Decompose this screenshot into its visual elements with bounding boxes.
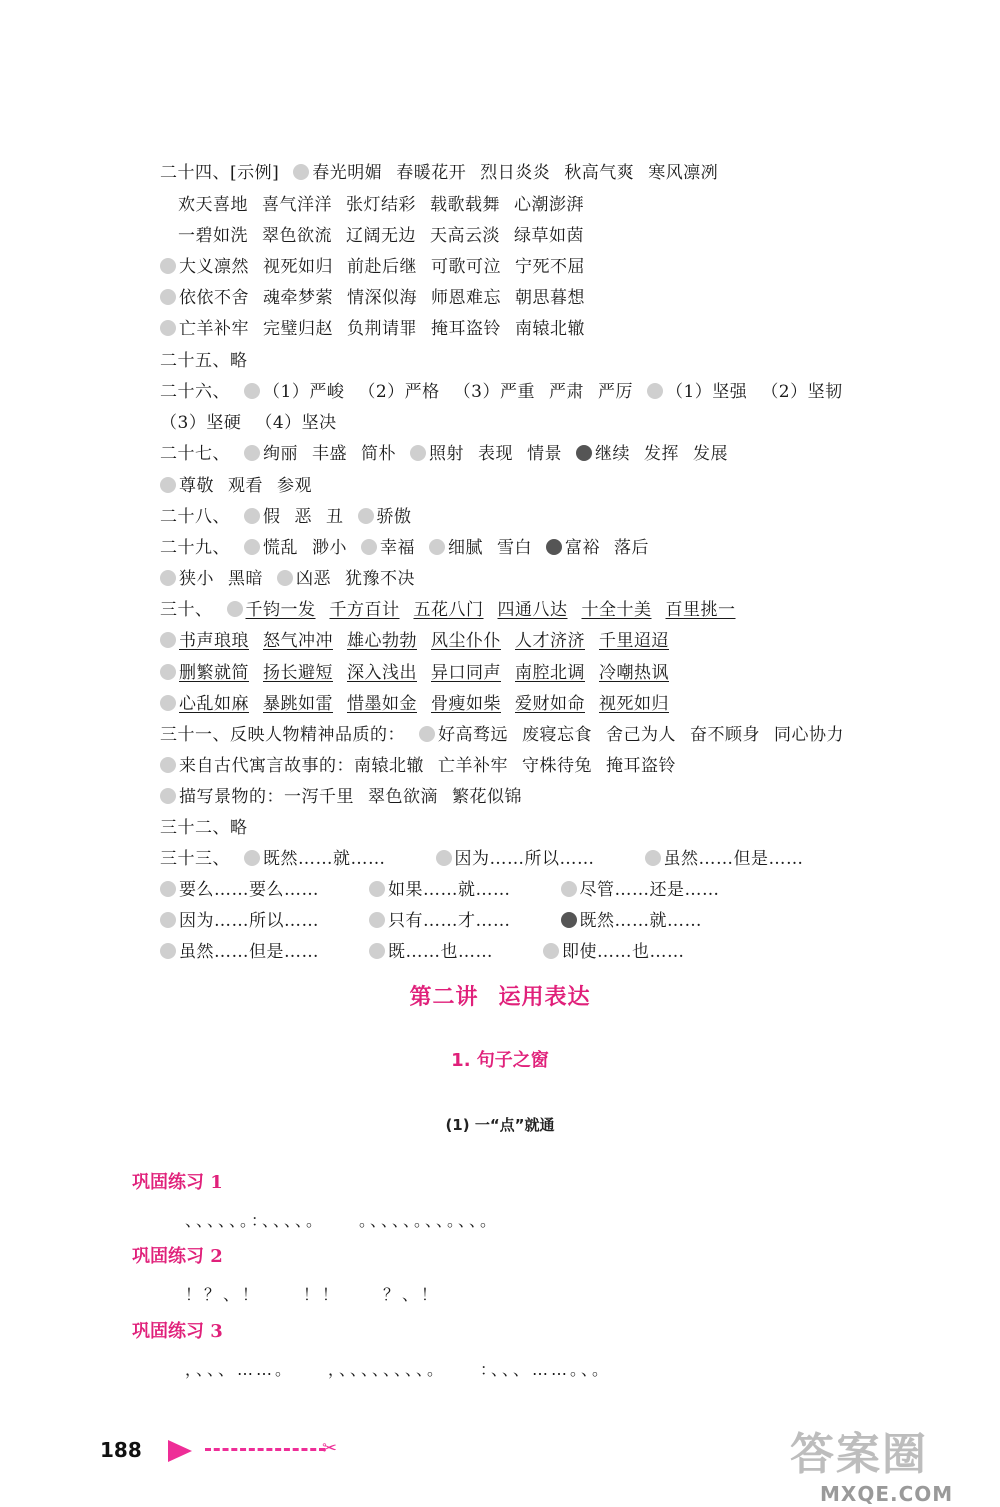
answer-line: 要么……要么…… 如果……就…… 尽管……还是…… — [160, 875, 734, 900]
circle-number-icon — [369, 912, 385, 928]
circle-number-icon — [160, 788, 176, 804]
circle-number-icon — [647, 383, 663, 399]
answer-line-27: 二十七、 绚丽 丰盛 简朴 照射 表现 情景 继续 发挥 发展 — [160, 444, 728, 464]
answer-line: 欢天喜地 喜气洋洋 张灯结彩 载歌载舞 心潮澎湃 — [178, 195, 584, 215]
answer-line: 描写景物的：一泻千里 翠色欲滴 繁花似锦 — [160, 782, 536, 807]
circle-number-icon — [277, 570, 293, 586]
watermark-logo: 答案圈 MXQE.COM — [790, 1429, 954, 1506]
circle-number-icon — [369, 943, 385, 959]
circle-number-icon — [160, 757, 176, 773]
circle-number-icon — [645, 850, 661, 866]
circle-number-icon — [576, 445, 592, 461]
circle-number-icon — [160, 664, 176, 680]
exercise-answer-3: ，、、、……。 ，、、、、、、、、。 ：、、、……。、。 — [185, 1360, 612, 1379]
circle-number-icon — [160, 632, 176, 648]
answer-line: 尊敬 观看 参观 — [160, 471, 326, 496]
circle-number-icon — [160, 258, 176, 274]
answer-line: 狭小 黑暗 凶恶 犹豫不决 — [160, 564, 429, 589]
exercise-title-1: 巩固练习 1 — [132, 1172, 223, 1193]
circle-number-icon — [419, 726, 435, 742]
circle-number-icon — [244, 445, 260, 461]
page-number: 188 — [100, 1438, 142, 1462]
circle-number-icon — [429, 539, 445, 555]
circle-number-icon — [543, 943, 559, 959]
exercise-answer-2: ！？、！ ！！ ？、！ — [185, 1285, 441, 1304]
answer-line-25: 二十五、略 — [160, 351, 248, 371]
subsubsection-title: (1) 一“点”就通 — [445, 1116, 555, 1134]
answer-line-24: 二十四、[示例] 春光明媚 春暖花开 烈日炎炎 秋高气爽 寒风凛冽 — [160, 163, 719, 183]
dashed-divider — [205, 1448, 325, 1451]
exercise-title-2: 巩固练习 2 — [132, 1246, 223, 1267]
answer-line: 依依不舍 魂牵梦萦 情深似海 师恩难忘 朝思暮想 — [160, 283, 599, 308]
answer-line: 因为……所以…… 只有……才…… 既然……就…… — [160, 906, 716, 931]
answer-line: 来自古代寓言故事的：南辕北辙 亡羊补牢 守株待兔 掩耳盗铃 — [160, 751, 690, 776]
subsection-title: 1. 句子之窗 — [451, 1050, 549, 1071]
circle-number-icon — [546, 539, 562, 555]
answer-line: （3）坚硬 （4）坚决 — [160, 413, 337, 433]
circle-number-icon — [436, 850, 452, 866]
answer-line: 一碧如洗 翠色欲流 辽阔无边 天高云淡 绿草如茵 — [178, 226, 584, 246]
answer-line-32: 三十二、略 — [160, 818, 248, 838]
exercise-title-3: 巩固练习 3 — [132, 1321, 223, 1342]
circle-number-icon — [244, 539, 260, 555]
circle-number-icon — [160, 320, 176, 336]
circle-number-icon — [561, 912, 577, 928]
scissors-icon: ✂ — [322, 1438, 338, 1459]
circle-number-icon — [244, 850, 260, 866]
circle-number-icon — [160, 912, 176, 928]
circle-number-icon — [361, 539, 377, 555]
answer-line: 删繁就简 扬长避短 深入浅出 异口同声 南腔北调 冷嘲热讽 — [160, 658, 683, 683]
circle-number-icon — [160, 289, 176, 305]
answer-line-26: 二十六、 （1）严峻 （2）严格 （3）严重 严肃 严厉 （1）坚强 （2）坚韧 — [160, 382, 843, 402]
circle-number-icon — [244, 508, 260, 524]
answer-line-29: 二十九、 慌乱 渺小 幸福 细腻 雪白 富裕 落后 — [160, 538, 649, 558]
circle-number-icon — [160, 695, 176, 711]
exercise-answer-1: 、、、、、。：、、、、。 。、、、、。、、。、、。 — [185, 1211, 500, 1230]
circle-number-icon — [160, 570, 176, 586]
circle-number-icon — [227, 601, 243, 617]
answer-line: 虽然……但是…… 既……也…… 即使……也…… — [160, 937, 699, 962]
circle-number-icon — [369, 881, 385, 897]
answer-line: 亡羊补牢 完璧归赵 负荆请罪 掩耳盗铃 南辕北辙 — [160, 314, 599, 339]
answer-line-30: 三十、 千钧一发 千方百计 五花八门 四通八达 十全十美 百里挑一 — [160, 600, 736, 620]
circle-number-icon — [160, 477, 176, 493]
circle-number-icon — [160, 881, 176, 897]
answer-line-28: 二十八、 假 恶 丑 骄傲 — [160, 507, 412, 527]
circle-number-icon — [410, 445, 426, 461]
answer-line: 大义凛然 视死如归 前赴后继 可歌可泣 宁死不屈 — [160, 252, 599, 277]
circle-number-icon — [293, 164, 309, 180]
section-title: 第二讲 运用表达 — [409, 984, 591, 1010]
answer-line: 书声琅琅 怒气冲冲 雄心勃勃 风尘仆仆 人才济济 千里迢迢 — [160, 626, 683, 651]
answer-line: 心乱如麻 暴跳如雷 惜墨如金 骨瘦如柴 爱财如命 视死如归 — [160, 689, 683, 714]
play-arrow-icon — [168, 1440, 192, 1462]
circle-number-icon — [561, 881, 577, 897]
circle-number-icon — [358, 508, 374, 524]
circle-number-icon — [160, 943, 176, 959]
answer-line-31: 三十一、反映人物精神品质的： 好高骛远 废寝忘食 舍己为人 奋不顾身 同心协力 — [160, 725, 844, 745]
circle-number-icon — [244, 383, 260, 399]
answer-line-33: 三十三、 既然……就…… 因为……所以…… 虽然……但是…… — [160, 849, 804, 869]
